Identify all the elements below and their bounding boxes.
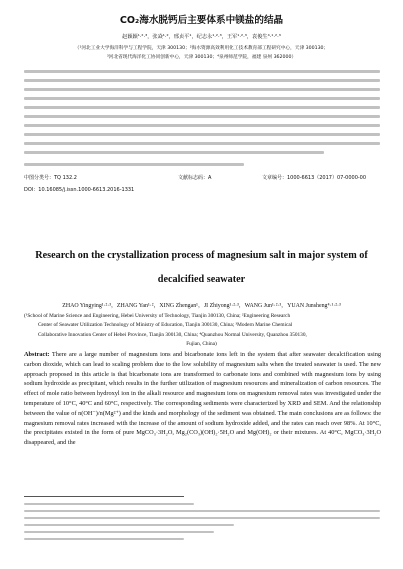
affiliation-line: (¹School of Marine Science and Engineering, Hebei University of Technology, Tianjin 300130, China; ²Engineering Research [24,313,291,319]
chinese-affiliation-line-2: ³河北省现代海洋化工协同创新中心，天津 300130；⁴泉州师范学院，福建 泉州 362000） [106,55,297,60]
affiliation-line: Fujian, China) [186,341,217,348]
english-affiliations [24,312,379,350]
english-title: Research on the crystallization process of magnesium salt in major system of decalcified seawater [35,250,368,285]
abstract-text: There are a large number of magnesium ions and bicarbonate ions left in the system that after seawater decalcification using carbon dioxide, which can lead to scaling problem due to the low solubility of magnesium salts when the treated seawater is used. The new approach proposed in this article is that bicarbonate ions are transformed to carbonate ions and combined with magnesium ions by using sodium hydroxide as precipitant, which results in the further utilization of magnesium resources and mineralization of carbon resources. The effect of mole ratio between hydroxyl ion in the alkali resource and magnesium ions on magnesium removal rates was investigated under the temperature of 10°C, 40°C and 60°C, respectively. The corresponding sediments were characterized by XRD and SEM. And the relationship between the value of n(OH⁻)/n(Mg²⁺) and the kinds and morphology of the sediment was obtained. The main conclusions are as follows: the magnesium removal rates increased with the increase of the amount of sodium hydroxide added, and the rates can reach over 98%. At 10°C, the precipitates existed in the form of pure MgCO₃·3H₂O, Mg₂(CO₃)(OH)₂·5H₂O and Mg(OH)₂ or their mixtures. At 40°C, MgCO₃·3H₂O disappeared, and the [24,351,381,447]
chinese-authors: 赵颖颖¹·²·³，张焱¹·²，邢贞平¹，纪志永¹·²·³，王军¹·²·³，袁俊生⁴·¹·²·³ [122,34,281,40]
abstract-label: Abstract: [24,351,50,358]
chinese-affiliation-line-1: （¹河北工业大学海洋科学与工程学院，天津 300130；²海水资源高效利用化工技术教育部工程研究中心，天津 300130； [74,46,329,51]
chinese-title: CO₂海水脱钙后主要体系中镁盐的结晶 [119,15,284,26]
english-authors: ZHAO Yingying¹·²·³，ZHANG Yan¹·²，XING Zhengan¹，JI Zhiyong¹·²·³，WANG Jun¹·²·³，YUAN Junsheng⁴·¹·²·³ [62,303,341,309]
footnote-divider [24,496,184,497]
affiliation-line: Center of Seawater Utilization Technology of Ministry of Education, Tianjin 300130, China; ³Modern Marine Chemical [38,322,293,329]
clc-number: 中图分类号：TQ 132.2 [24,175,77,181]
doi: DOI：10.16085/j.issn.1000-6613.2016-1331 [24,187,135,193]
english-abstract [24,350,381,448]
article-number: 文章编号：1000-6613（2017）07-0000-00 [262,175,367,181]
affiliation-line: Collaborative Innovation Center of Hebei Province, Tianjin 300130, China; ⁴Quanzhou Normal University, Quanzhou 350130, [38,331,307,338]
document-code: 文献标志码：A [178,175,212,181]
